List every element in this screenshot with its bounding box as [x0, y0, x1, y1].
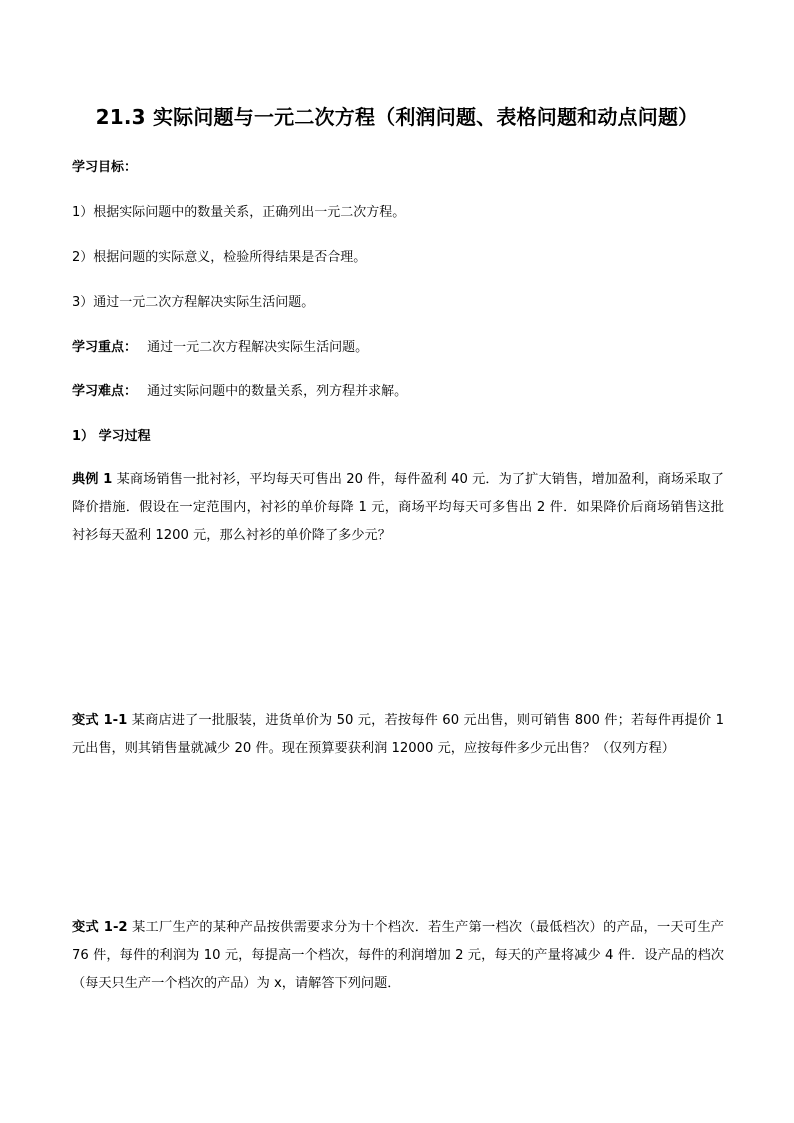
- page-title: 21.3 实际问题与一元二次方程（利润问题、表格问题和动点问题）: [95, 105, 699, 129]
- objective-item-3: 3）通过一元二次方程解决实际生活问题。: [72, 295, 315, 310]
- variant-1-2-label: 变式 1-2: [72, 920, 128, 935]
- difficulty-line: [72, 382, 407, 402]
- objective-item-1: 1）根据实际问题中的数量关系，正确列出一元二次方程。: [72, 205, 406, 220]
- key-point-line: [72, 338, 368, 358]
- variant-1-1-text: 某商店进了一批服装，进货单价为 50 元，若按每件 60 元出售，则可销售 800 件；若每件再提价 1 元出售，则其销售量就减少 20 件。现在预算要获利润 12000 元，应按每件多少元出售？（仅列方程）: [72, 713, 725, 756]
- example-1: [72, 466, 724, 550]
- variant-1-2-text: 某工厂生产的某种产品按供需要求分为十个档次．若生产第一档次（最低档次）的产品，一天可生产 76 件，每件的利润为 10 元，每提高一个档次，每件的利润增加 2 元，每天的产量将减少 4 件．设产品的档次（每天只生产一个档次的产品）为 x，请解答下列问题．: [72, 920, 724, 991]
- example-1-text: 某商场销售一批衬衫，平均每天可售出 20 件，每件盈利 40 元．为了扩大销售，增加盈利，商场采取了降价措施．假设在一定范围内，衬衫的单价每降 1 元，商场平均每天可多售出 2 件．如果降价后商场销售这批衬衫每天盈利 1200 元，那么衬衫的单价降了多少元？: [72, 472, 724, 543]
- process-heading: 1） 学习过程: [72, 429, 151, 444]
- objective-item-2: 2）根据问题的实际意义，检验所得结果是否合理。: [72, 250, 367, 265]
- example-1-label: 典例 1: [72, 472, 113, 487]
- variant-1-1-label: 变式 1-1: [72, 713, 128, 728]
- objectives-heading: 学习目标：: [72, 160, 138, 175]
- variant-1-2: [72, 914, 724, 998]
- key-point-label: 学习重点：: [72, 340, 138, 355]
- difficulty-label: 学习难点：: [72, 384, 138, 399]
- key-point-text: 通过一元二次方程解决实际生活问题。: [147, 340, 369, 355]
- difficulty-text: 通过实际问题中的数量关系，列方程并求解。: [147, 384, 408, 399]
- variant-1-1: [72, 707, 724, 763]
